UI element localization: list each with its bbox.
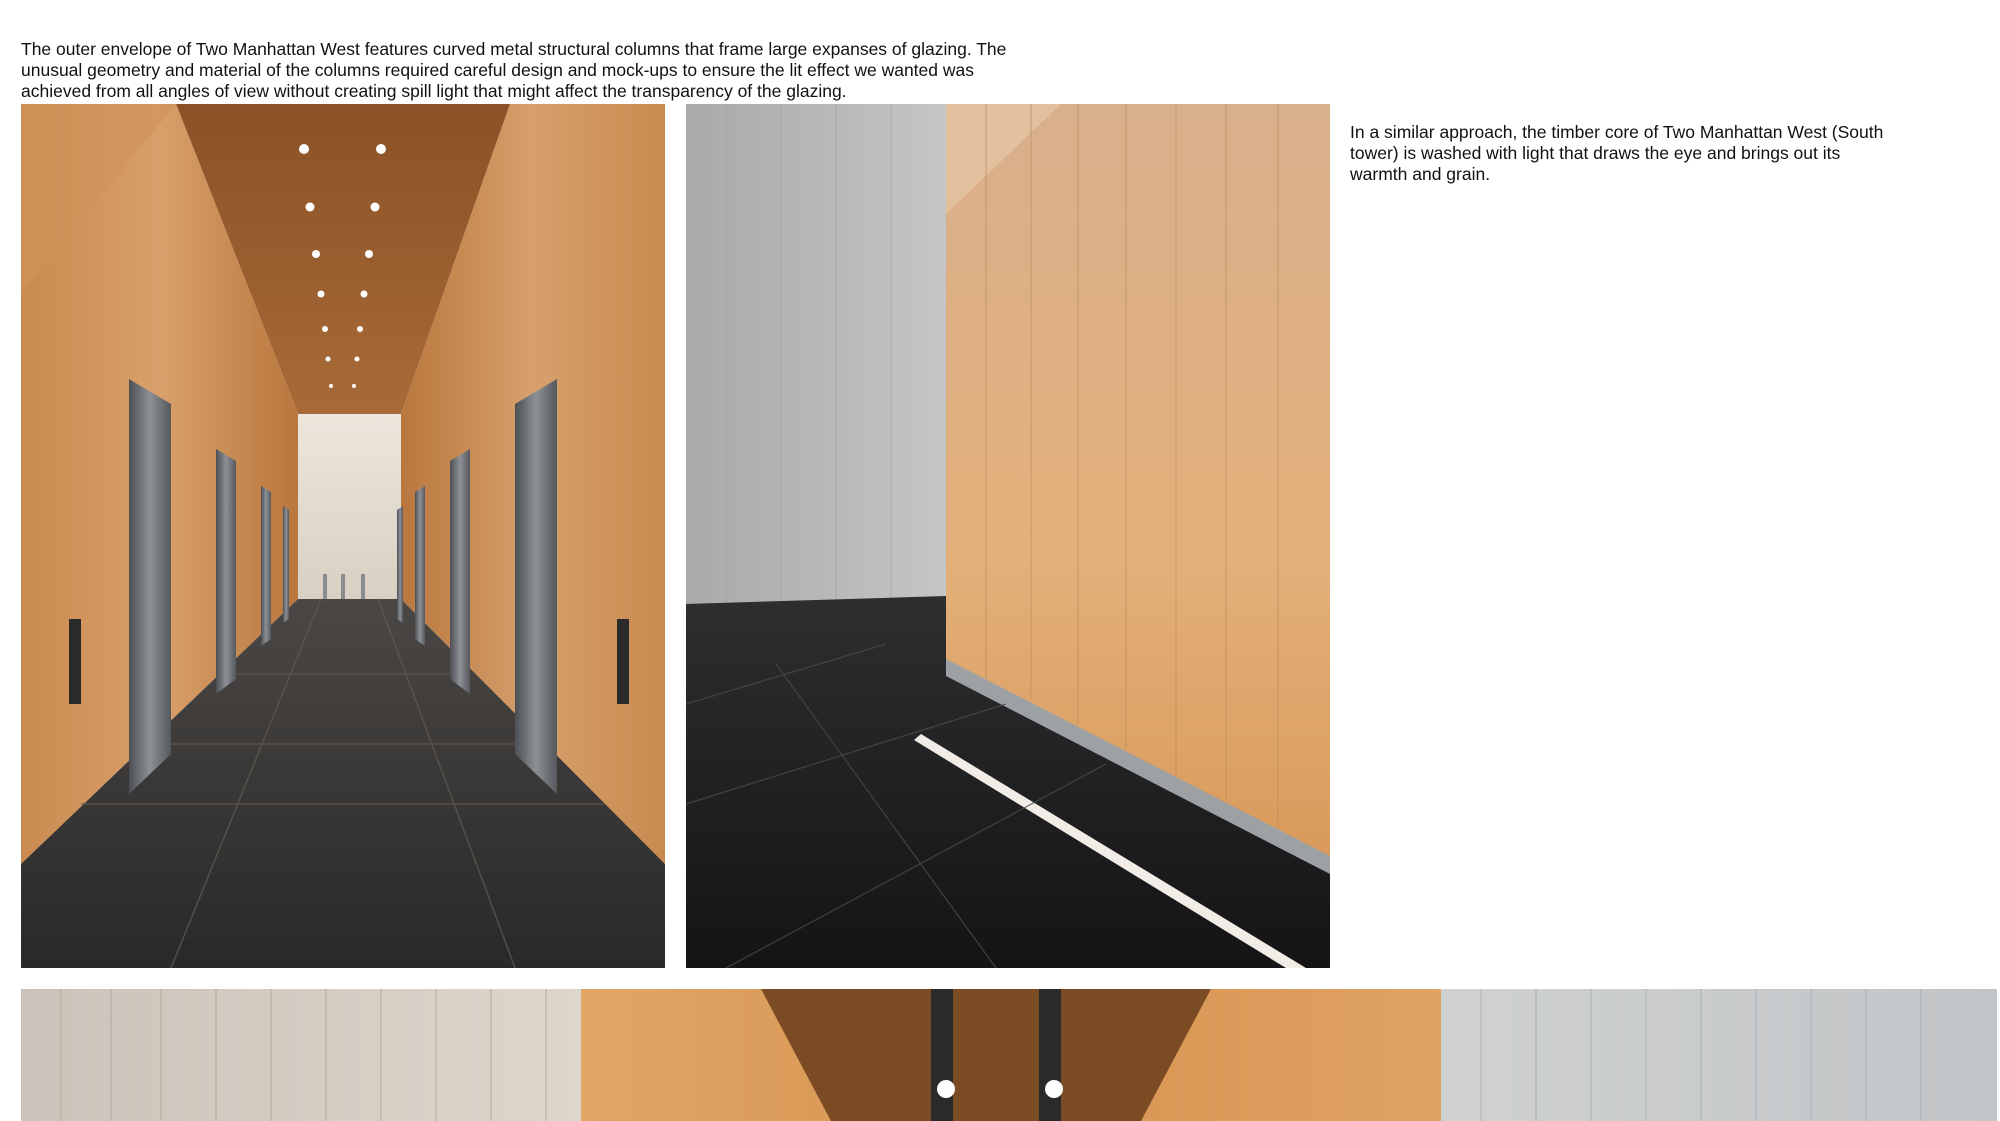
elevator-lobby-photo — [21, 104, 665, 968]
timber-core-caption: In a similar approach, the timber core of Two Manhattan West (South tower) is washed with light that draws the eye and brings out its warmth and grain. — [1350, 121, 1884, 184]
lobby-panorama-photo — [21, 989, 1997, 1121]
intro-paragraph: The outer envelope of Two Manhattan West features curved metal structural columns that frame large expanses of glazing. The unusual geometry and material of the columns required careful design and mock-ups to ensure the lit effect we wanted was achieved from all angles of view without creating spill light that might affect the transparency of the glazing. — [21, 38, 1007, 101]
timber-wall-photo — [686, 104, 1330, 968]
